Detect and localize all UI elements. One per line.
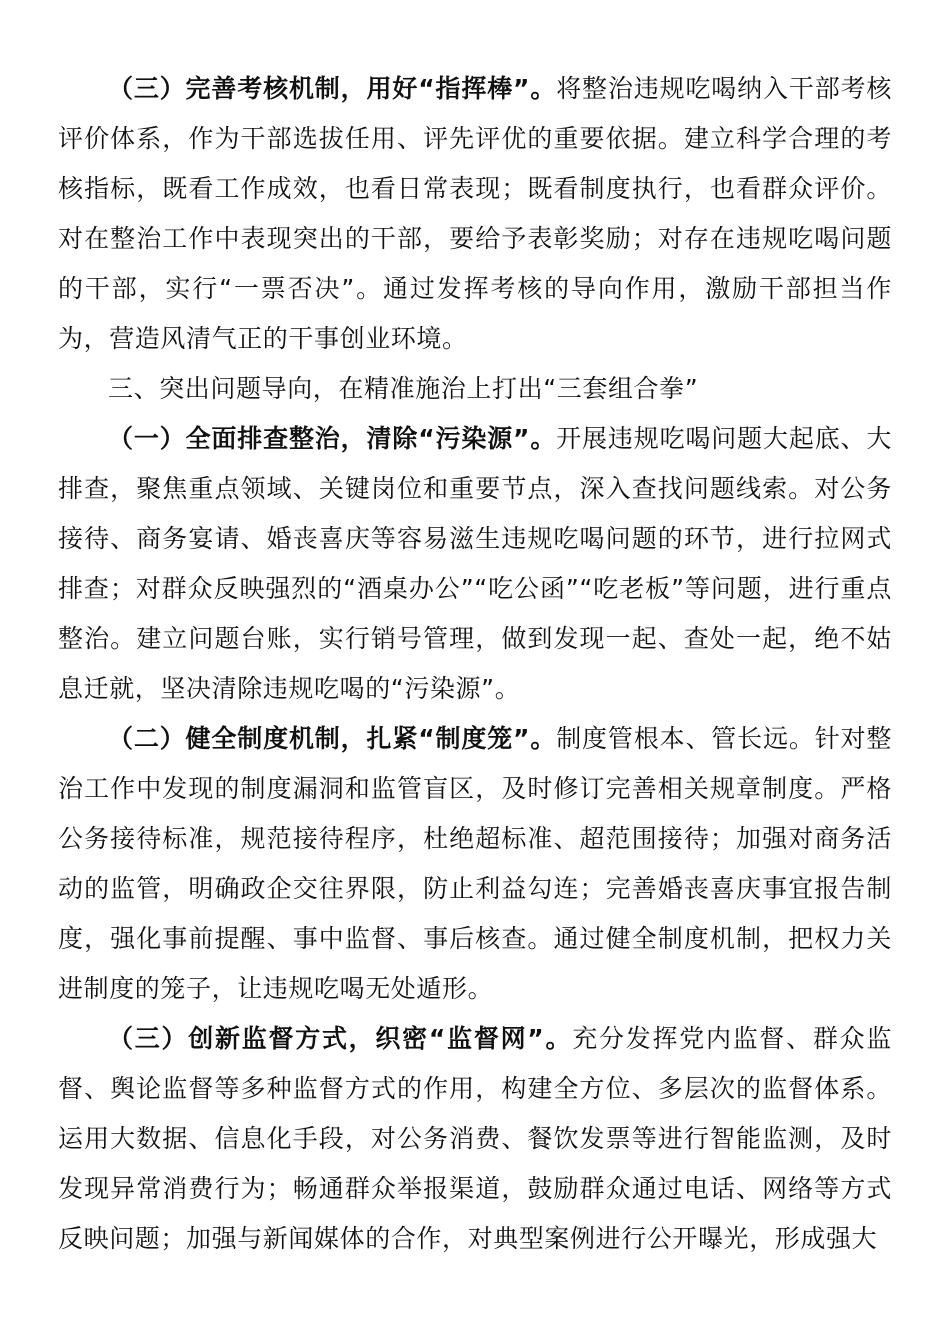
paragraph-body: 开展违规吃喝问题大起底、大排查，聚焦重点领域、关键岗位和重要节点，深入查找问题线索。对公务接待、商务宴请、婚丧喜庆等容易滋生违规吃喝问题的环节，进行拉网式排查；对群众反映强烈的“酒桌办公”“吃公函”“吃老板”等问题，进行重点整治。建立问题台账，实行销号管理，做到发现一起、查处一起，绝不姑息迁就，坚决清除违规吃喝的“污染源”。 xyxy=(58,424,892,703)
section-heading-text: 三、突出问题导向，在精准施治上打出“三套组合拳” xyxy=(108,374,699,403)
document-page xyxy=(58,64,892,1264)
paragraph-body: 将整治违规吃喝纳入干部考核评价体系，作为干部选拔任用、评先评优的重要依据。建立科学合理的考核指标，既看工作成效，也看日常表现；既看制度执行，也看群众评价。对在整治工作中表现突出的干部，要给予表彰奖励；对存在违规吃喝问题的干部，实行“一票否决”。通过发挥考核的导向作用，激励干部担当作为，营造风清气正的干事创业环境。 xyxy=(58,74,892,353)
paragraph-body: 充分发挥党内监督、群众监督、舆论监督等多种监督方式的作用，构建全方位、多层次的监督体系。运用大数据、信息化手段，对公务消费、餐饮发票等进行智能监测，及时发现异常消费行为；畅通群众举报渠道，鼓励群众通过电话、网络等方式反映问题；加强与新闻媒体的合作，对典型案例进行公开曝光，形成强大 xyxy=(58,1024,893,1253)
paragraph-heading: （二）健全制度机制，扎紧“制度笼”。 xyxy=(108,724,557,753)
paragraph-body: 制度管根本、管长远。针对整治工作中发现的制度漏洞和监管盲区，及时修订完善相关规章制度。严格公务接待标准，规范接待程序，杜绝超标准、超范围接待；加强对商务活动的监管，明确政企交往界限，防止利益勾连；完善婚丧喜庆事宜报告制度，强化事前提醒、事中监督、事后核查。通过健全制度机制，把权力关进制度的笼子，让违规吃喝无处遁形。 xyxy=(58,724,892,1003)
paragraph-comprehensive-inspection xyxy=(58,414,892,714)
paragraph-heading: （一）全面排查整治，清除“污染源”。 xyxy=(108,424,557,453)
paragraph-heading: （三）创新监督方式，织密“监督网”。 xyxy=(108,1024,573,1053)
paragraph-system-mechanism xyxy=(58,714,892,1014)
paragraph-supervision-methods xyxy=(58,1014,892,1264)
section-heading-three xyxy=(58,364,892,414)
paragraph-assessment-mechanism xyxy=(58,64,892,364)
paragraph-heading: （三）完善考核机制，用好“指挥棒”。 xyxy=(108,74,557,103)
